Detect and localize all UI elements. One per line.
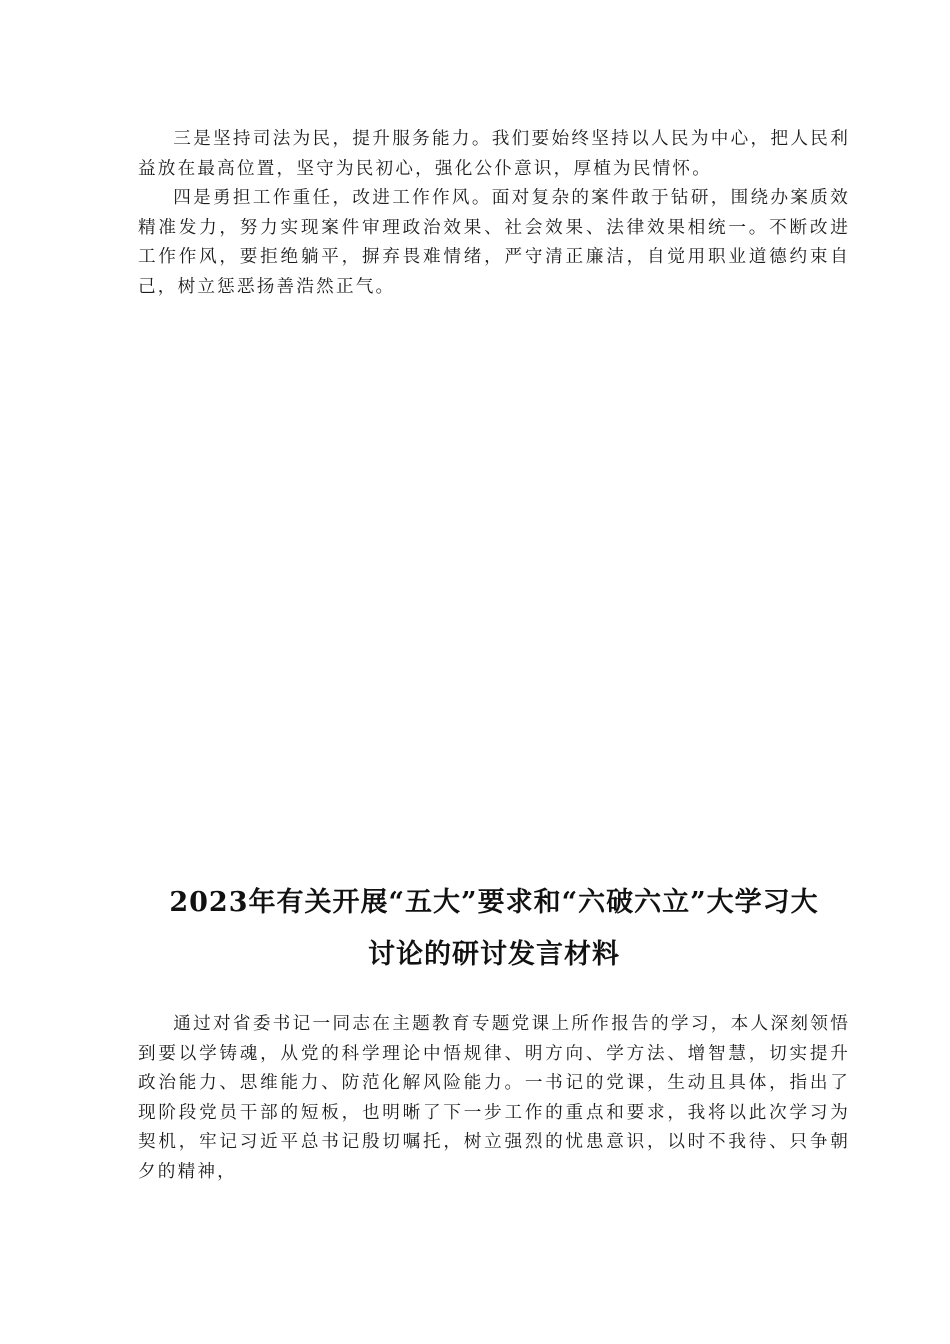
article-title-line2: 讨论的研讨发言材料	[368, 939, 620, 970]
top-text-section	[138, 125, 850, 303]
article-title-line1: 2023年有关开展“五大”要求和“六破六立”大学习大	[169, 887, 819, 918]
article-body	[138, 1010, 850, 1188]
article-title	[118, 877, 870, 981]
paragraph-intro: 通过对省委书记一同志在主题教育专题党课上所作报告的学习，本人深刻领悟到要以学铸魂，从党的科学理论中悟规律、明方向、学方法、增智慧，切实提升政治能力、思维能力、防范化解风险能力。一书记的党课，生动且具体，指出了现阶段党员干部的短板，也明晰了下一步工作的重点和要求，我将以此次学习为契机，牢记习近平总书记殷切嘱托，树立强烈的忧患意识，以时不我待、只争朝夕的精神，	[138, 1014, 850, 1182]
paragraph-serve-people: 三是坚持司法为民，提升服务能力。我们要始终坚持以人民为中心，把人民利益放在最高位置，坚守为民初心，强化公仆意识，厚植为民情怀。	[138, 129, 850, 179]
paragraph-work-style: 四是勇担工作重任，改进工作作风。面对复杂的案件敢于钻研，围绕办案质效精准发力，努力实现案件审理政治效果、社会效果、法律效果相统一。不断改进工作作风，要拒绝躺平，摒弃畏难情绪，严守清正廉洁，自觉用职业道德约束自己，树立惩恶扬善浩然正气。	[138, 188, 850, 297]
